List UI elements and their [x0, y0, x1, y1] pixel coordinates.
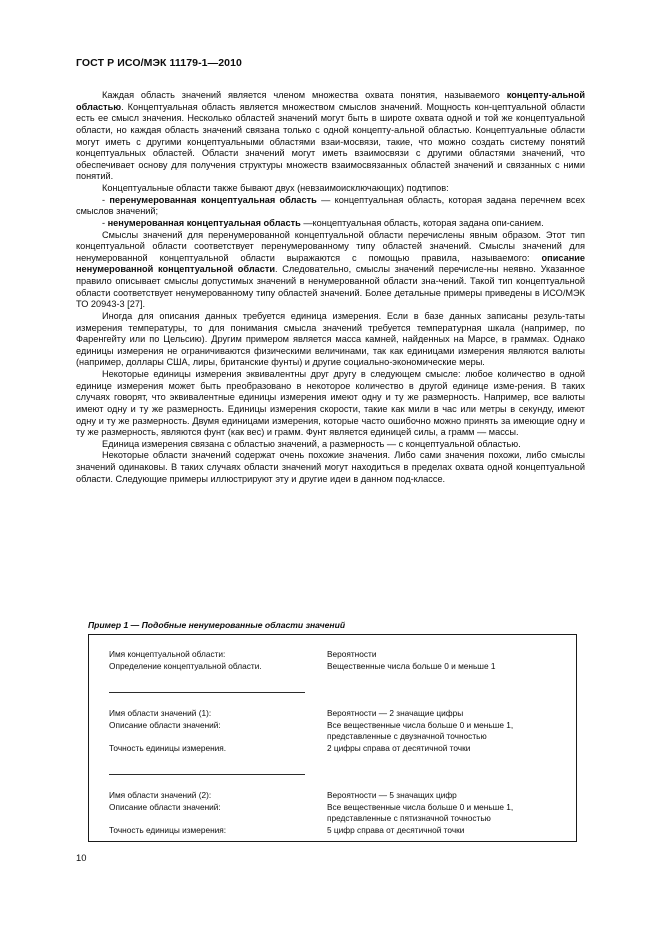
table-row — [89, 790, 576, 801]
paragraph: Некоторые области значений содержат очень похожие значения. Либо сами значения похожи, либо смыслы значений одинаковы. В таких случаях области значений могут находиться в пределах охвата одной концептуальной области. Следующие примеры иллюстрируют эту и другие идеи в данном под-классе. — [76, 450, 585, 484]
row-label: Описание области значений: — [109, 720, 221, 730]
row-value: 2 цифры справа от десятичной точки — [327, 743, 471, 753]
example-caption: Пример 1 — Подобные ненумерованные области значений — [88, 620, 346, 630]
example-table — [88, 634, 577, 842]
row-label: Имя области значений (2): — [109, 790, 212, 800]
paragraph: Концептуальные области также бывают двух (невзаимоисключающих) подтипов: — [102, 183, 449, 193]
table-row — [89, 720, 576, 742]
running-head: ГОСТ Р ИСО/МЭК 11179-1—2010 — [76, 57, 242, 69]
row-value: Вероятности — [327, 649, 377, 659]
divider-rule-1 — [109, 692, 305, 693]
paragraph: Каждая область значений является членом множества охвата понятия, называемого концепту-альной областью. Концептуальная область является множеством смыслов значений. Мощность кон-цептуальной области есть ее смысл значения. Несколько областей значений могут быть в широте охвата одной и той же концептуальной области, но каждая область значений связана только с одной концепту-альной областью. Концептуальные области могут иметь с другими концептуальными областями взаи-мосвязи, такие, что можно создать систему понятий концептуальных областей. Области значений могут иметь взаимосвязи с другими областями значений, что обеспечивает основу для получения структуры множеств взаимосвязанных областей значений и связанных с ними понятий. — [76, 90, 585, 182]
row-label: Описание области значений: — [109, 802, 221, 812]
page-number: 10 — [76, 852, 87, 863]
paragraph: Иногда для описания данных требуется единица измерения. Если в базе данных записаны резуль-таты измерения температуры, то для понимания смысла значений требуется температурная шкала (например, по Фаренгейту или по Цельсию). Другим примером является масса камней, найденных на Марсе, в граммах. Однако единицы измерения не ограничиваются физическими величинами, так как единицами измерения являются валюты (например, доллары США, лиры, британские фунты) и другие социально-экономические меры. — [76, 310, 585, 368]
row-value — [327, 802, 576, 824]
row-value: Вероятности — 5 значащих цифр — [327, 790, 457, 800]
paragraph-bullet: - ненумерованная концептуальная область —концептуальная область, которая задана опи-санием. — [102, 217, 544, 228]
table-row — [89, 825, 576, 836]
paragraph: Некоторые единицы измерения эквивалентны друг другу в следующем смысле: любое количество в одной единице измерения может быть преобразовано в некоторое количество в другой единице изме-рения. В таких случаях говорят, что эквивалентные единицы измерения имеют одну и ту же размерность. Например, все валюты имеют одну и ту же размерность. Единицы измерения скорости, такие как мили в час или метры в секунду, имеют одну и ту же размерность. Двумя единицами измерения, которые часто ошибочно можно принять за имеющие одну и ту же размерность, являются фунт (как вес) и грамм. Фунт является единицей силы, а грамм — массы. — [76, 369, 585, 438]
paragraph: Смыслы значений для перенумерованной концептуальной области перечислены явным образом. Этот тип концептуальной области соответствует перенумерованному типу областей значений. Смыслы значений для ненумерованной концептуальной области выражаются с помощью правила, называемого: описание ненумерованной концептуальной области. Следовательно, смыслы значений перечисле-ны неявно. Указанное правило описывает смыслы допустимых значений в ненумерованной области зна-чений. Такой тип концептуальной области соответствует ненумерованному типу областей значений. Более детальные примеры приведены в ИСО/МЭК ТО 20943-3 [27]. — [76, 229, 585, 310]
row-value-line-2: представленные с двузначной точностью — [327, 731, 487, 741]
divider-rule-2 — [109, 774, 305, 775]
row-value — [327, 720, 576, 742]
table-row — [89, 649, 576, 660]
example-block — [88, 620, 577, 842]
row-value: Вещественные числа больше 0 и меньше 1 — [327, 661, 496, 671]
row-value: Вероятности — 2 значащие цифры — [327, 708, 464, 718]
paragraph: Единица измерения связана с областью значений, а размерность — с концептуальной областью. — [102, 438, 521, 449]
row-value-line-2: представленные с пятизначной точностью — [327, 813, 491, 823]
table-row — [89, 802, 576, 824]
row-label: Определение концептуальной области. — [109, 661, 262, 671]
row-label: Точность единицы измерения. — [109, 743, 227, 753]
table-row — [89, 743, 576, 754]
paragraph-bullet: - перенумерованная концептуальная область — концептуальная область, которая задана перечнем всех смыслов значений; — [76, 194, 585, 217]
table-row — [89, 661, 576, 672]
row-label: Имя области значений (1): — [109, 708, 212, 718]
row-label: Точность единицы измерения: — [109, 825, 227, 835]
row-label: Имя концептуальной области: — [109, 649, 226, 659]
row-value-line-1: Все вещественные числа больше 0 и меньше 1, — [327, 720, 514, 730]
table-row — [89, 708, 576, 719]
row-value: 5 цифр справа от десятичной точки — [327, 825, 465, 835]
row-value-line-1: Все вещественные числа больше 0 и меньше 1, — [327, 802, 514, 812]
body-text-column — [76, 90, 585, 485]
